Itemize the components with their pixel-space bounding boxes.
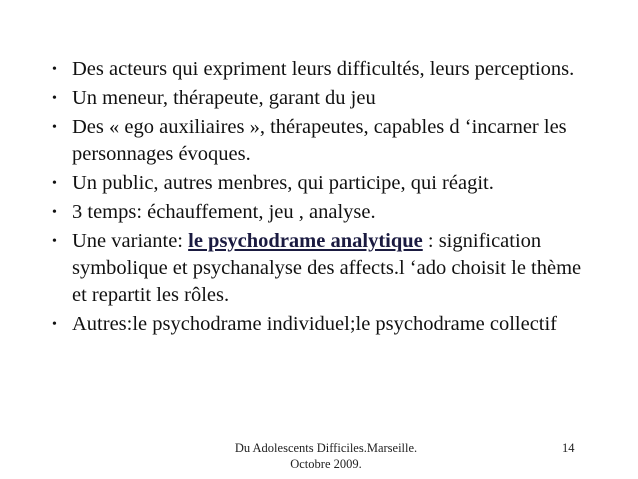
bullet-text: Un public, autres menbres, qui participe, qui réagit. — [72, 172, 494, 194]
bullet-icon: • — [52, 205, 57, 220]
bullet-text: Autres:le psychodrame individuel;le psychodrame collectif — [72, 313, 558, 335]
bullet-icon: • — [52, 176, 57, 191]
bullet-icon: • — [52, 62, 57, 77]
page-number: 14 — [562, 441, 575, 455]
bullet-icon: • — [52, 234, 57, 249]
footer-line-1: Du Adolescents Difficiles.Marseille. — [234, 441, 418, 455]
bullet-text-suffix: : signification symbolique et psychanalyse des affects.l ‘ado choisit le thème et repartit les rôles. — [72, 230, 582, 306]
bullet-item-three-phases — [52, 199, 592, 226]
bullet-text: 3 temps: échauffement, jeu , analyse. — [72, 201, 376, 223]
footer-line-2: Octobre 2009. — [290, 457, 362, 471]
bullet-item-others — [52, 311, 592, 338]
footer-caption — [200, 440, 452, 472]
bullet-icon: • — [52, 317, 57, 332]
bullet-text: Un meneur, thérapeute, garant du jeu — [72, 87, 376, 109]
bullet-item-ego-auxiliaries — [52, 114, 592, 168]
bullet-item-actors — [52, 56, 592, 83]
bullet-icon: • — [52, 91, 57, 106]
bullet-text: Des acteurs qui expriment leurs difficultés, leurs perceptions. — [72, 58, 575, 80]
bullet-text: Des « ego auxiliaires », thérapeutes, capables d ‘incarner les personnages évoques. — [72, 116, 567, 165]
bullet-item-variant — [52, 228, 592, 309]
bullet-text-prefix: Une variante: — [72, 230, 189, 252]
bullet-item-leader — [52, 85, 592, 112]
emphasized-term: le psychodrame analytique — [188, 230, 423, 252]
bullet-item-public — [52, 170, 592, 197]
bullet-icon: • — [52, 120, 57, 135]
bullet-list — [52, 56, 592, 340]
